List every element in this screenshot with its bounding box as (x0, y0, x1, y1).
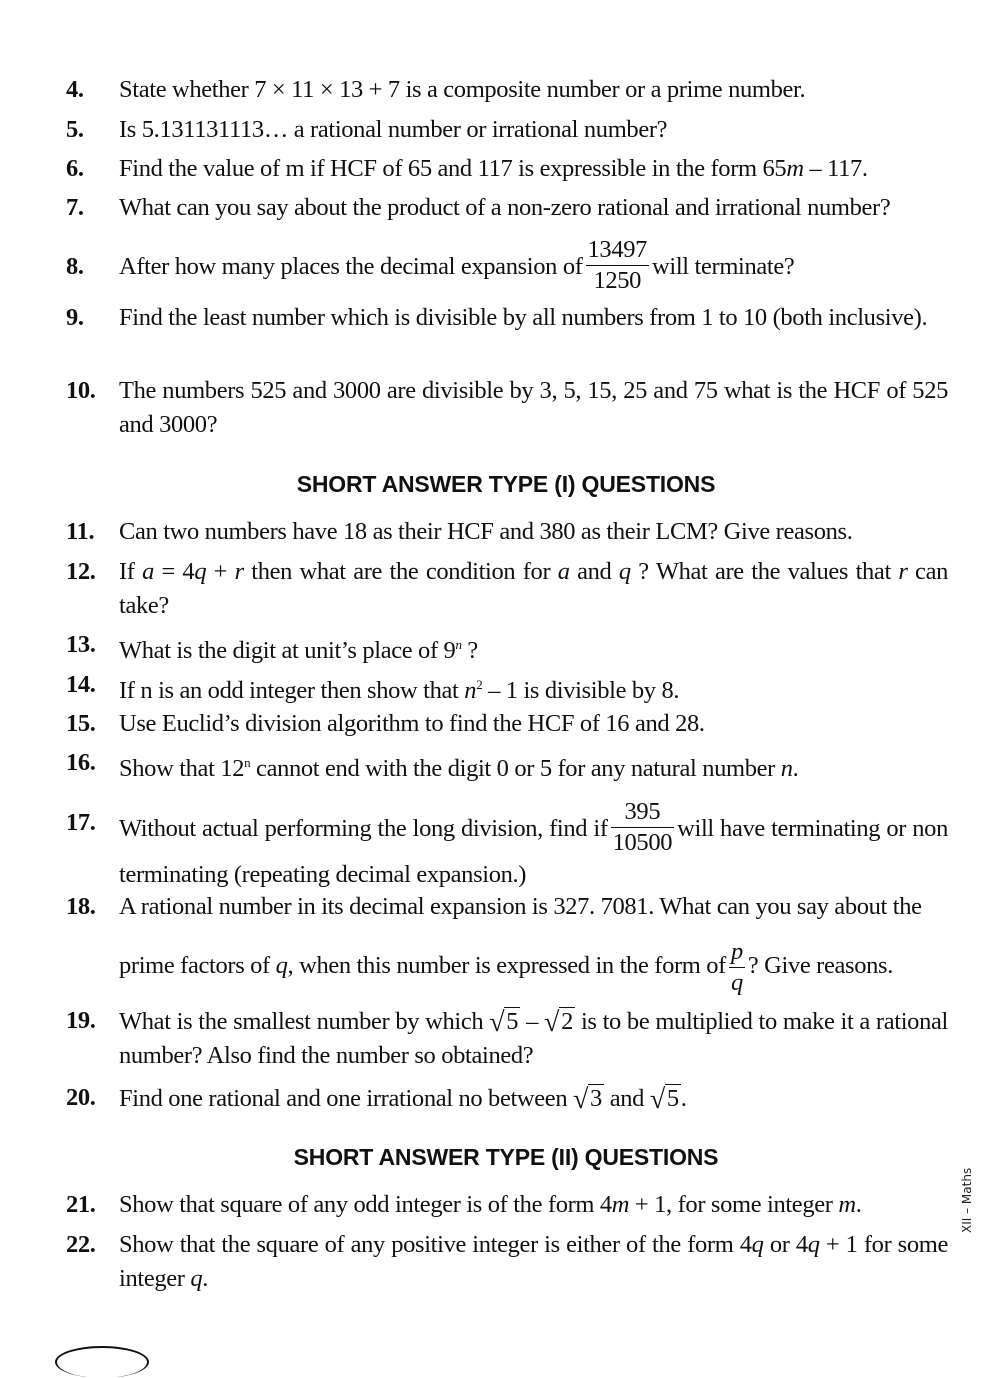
text-part: prime factors of (119, 952, 276, 979)
text-part: and (569, 558, 619, 585)
question-text (119, 890, 948, 996)
fraction-numerator: p (729, 938, 745, 968)
text-part: . (792, 755, 799, 783)
question-9 (66, 301, 948, 335)
question-text: Can two numbers have 18 as their HCF and 380 as their LCM? Give reasons. (119, 518, 853, 545)
text-part: ? (461, 637, 478, 665)
math-variable: a (557, 558, 570, 585)
text-part: . (855, 1191, 862, 1218)
question-number: 22. (66, 1231, 96, 1258)
text-part: Show that 12 (119, 755, 245, 783)
side-margin-mark: XII – Maths (960, 1167, 974, 1233)
math-variable: q (751, 1231, 764, 1258)
question-text: Find the least number which is divisible by all numbers from 1 to 10 (both inclusive). (119, 304, 928, 331)
text-line: A rational number in its decimal expansion is 327. 7081. What can you say about the (119, 893, 922, 920)
text-part: and (609, 1085, 645, 1112)
question-16 (66, 746, 948, 786)
text-part: = 4 (154, 558, 195, 585)
math-variable: q (194, 558, 207, 585)
question-number: 17. (66, 809, 96, 836)
question-12 (66, 555, 948, 623)
question-text (119, 152, 948, 186)
text-part: – 1 is divisible by 8. (482, 677, 680, 705)
text-part: will terminate? (652, 253, 795, 280)
text-part: ? What are the values that (630, 558, 899, 585)
question-4 (66, 73, 948, 107)
math-variable: q (807, 1231, 820, 1258)
question-14 (66, 668, 948, 708)
question-number: 4. (66, 76, 84, 103)
question-number: 11. (66, 518, 95, 545)
text-part: ? Give reasons. (747, 952, 893, 979)
math-variable: r (898, 558, 908, 585)
fraction-denominator: 10500 (612, 829, 673, 857)
text-part: + 1 for some integer (119, 1231, 948, 1292)
question-number: 9. (66, 304, 84, 331)
question-21 (66, 1188, 948, 1222)
question-number: 5. (66, 116, 84, 143)
question-number: 13. (66, 631, 96, 658)
text-part: If (119, 558, 143, 585)
text-part: will have terminating or non terminating (repeating decimal expansion.) (119, 815, 948, 888)
question-18 (66, 890, 948, 996)
question-text (119, 798, 948, 898)
fraction (729, 938, 745, 997)
question-number: 14. (66, 671, 96, 698)
radicand: 2 (561, 1008, 573, 1035)
question-number: 20. (66, 1084, 96, 1111)
question-number: 6. (66, 155, 84, 182)
question-number: 12. (66, 558, 96, 585)
text-part: Show that square of any odd integer is of the form 4 (119, 1191, 612, 1218)
math-variable: q (618, 558, 631, 585)
math-variable: n (464, 677, 477, 705)
math-variable: n (780, 755, 793, 783)
text-part: – 117. (803, 155, 868, 182)
text-part: then what are the condition for (243, 558, 558, 585)
question-text (119, 746, 948, 786)
question-text: Is 5.131131113… a rational number or irrational number? (119, 116, 668, 143)
question-10 (66, 374, 948, 442)
question-17 (66, 798, 948, 898)
text-part: . (202, 1265, 209, 1292)
fraction-numerator: 13497 (586, 236, 650, 266)
fraction-denominator: q (730, 968, 743, 996)
radicand: 3 (590, 1085, 602, 1112)
question-text (119, 1004, 948, 1073)
question-5 (66, 113, 948, 147)
text-part: can take? (119, 558, 948, 619)
question-text (119, 1188, 948, 1222)
question-20 (66, 1081, 948, 1116)
math-variable: a (142, 558, 154, 585)
fraction (586, 236, 650, 295)
math-variable: q (275, 952, 288, 979)
question-6 (66, 152, 948, 186)
math-variable: m (786, 155, 804, 182)
page-number-badge-outline (55, 1346, 149, 1378)
square-root (489, 1004, 520, 1039)
question-text: State whether 7 × 11 × 13 + 7 is a composite number or a prime number. (119, 76, 806, 103)
math-variable: r (234, 558, 244, 585)
question-number: 8. (66, 253, 84, 280)
text-part: Find the value of m if HCF of 65 and 117 is expressible in the form 65 (119, 155, 787, 182)
section-heading-short-answer-i: SHORT ANSWER TYPE (I) QUESTIONS (296, 471, 716, 497)
question-number: 10. (66, 377, 96, 404)
radical-sign: √ (489, 1007, 505, 1038)
fraction (611, 798, 675, 857)
math-variable: m (611, 1191, 630, 1218)
question-number: 16. (66, 749, 96, 776)
radicand: 5 (506, 1008, 519, 1035)
question-22 (66, 1228, 948, 1296)
text-part: . (680, 1085, 687, 1112)
question-text (119, 1081, 948, 1116)
question-text: The numbers 525 and 3000 are divisible by 3, 5, 15, 25 and 75 what is the HCF of 525 and 3000? (119, 377, 948, 438)
question-text (119, 628, 948, 668)
text-part: If n is an odd integer then show that (119, 677, 465, 705)
text-part: , when this number is expressed in the form of (287, 952, 726, 979)
question-number: 19. (66, 1007, 96, 1034)
fraction-numerator: 395 (611, 798, 675, 828)
question-15 (66, 707, 948, 741)
radical-sign: √ (544, 1007, 560, 1038)
square-root (573, 1081, 604, 1116)
question-text: What can you say about the product of a non-zero rational and irrational number? (119, 194, 891, 221)
question-number: 7. (66, 194, 84, 221)
math-variable: q (190, 1265, 203, 1292)
section-heading-short-answer-ii: SHORT ANSWER TYPE (II) QUESTIONS (293, 1144, 719, 1170)
operator: – (526, 1008, 539, 1035)
question-8 (66, 236, 948, 295)
question-text (119, 1228, 948, 1296)
square-root (650, 1081, 681, 1116)
square-root (544, 1004, 575, 1039)
fraction-denominator: 1250 (593, 267, 642, 295)
radical-sign: √ (649, 1084, 665, 1115)
superscript: n (244, 755, 251, 770)
superscript: 2 (476, 677, 483, 692)
math-variable: m (838, 1191, 856, 1218)
question-number: 15. (66, 710, 96, 737)
text-part: Find one rational and one irrational no between (119, 1085, 568, 1112)
text-part: is to be multiplied to make it a rational number? Also find the number so obtained? (119, 1008, 948, 1069)
question-text (119, 668, 948, 708)
question-number: 21. (66, 1191, 96, 1218)
text-part: Without actual performing the long division, find if (119, 815, 608, 842)
text-part: After how many places the decimal expansion of (119, 253, 583, 280)
text-part: + (206, 558, 235, 585)
text-part: What is the smallest number by which (119, 1008, 484, 1035)
question-text (119, 555, 948, 623)
text-part: cannot end with the digit 0 or 5 for any natural number (250, 755, 781, 783)
text-line (119, 937, 948, 996)
text-part: What is the digit at unit’s place of 9 (119, 637, 456, 665)
question-19 (66, 1004, 948, 1073)
superscript: n (455, 637, 462, 652)
question-7 (66, 191, 948, 225)
question-13 (66, 628, 948, 668)
question-number: 18. (66, 893, 96, 920)
question-text (119, 236, 948, 295)
question-11 (66, 515, 948, 549)
question-text: Use Euclid’s division algorithm to find the HCF of 16 and 28. (119, 710, 705, 737)
text-part: or 4 (763, 1231, 808, 1258)
radical-sign: √ (573, 1084, 589, 1115)
text-part: + 1, for some integer (629, 1191, 839, 1218)
radicand: 5 (666, 1085, 679, 1112)
text-part: Show that the square of any positive integer is either of the form 4 (119, 1231, 752, 1258)
